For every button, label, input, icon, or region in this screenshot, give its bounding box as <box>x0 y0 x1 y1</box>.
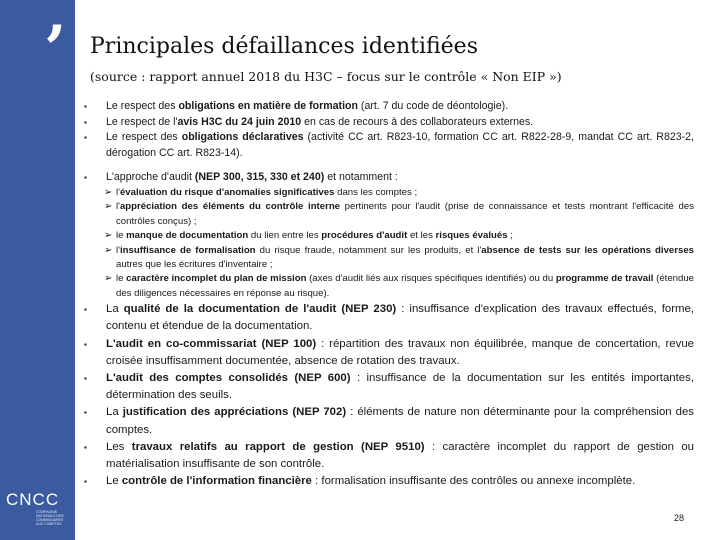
page-subtitle: (source : rapport annuel 2018 du H3C – focus sur le contrôle « Non EIP ») <box>90 69 562 84</box>
logo-text: CNCC <box>6 490 60 509</box>
bullet-icon: ▪ <box>84 133 87 143</box>
list-item: ▪ La qualité de la documentation de l'audit (NEP 230) : insuffisance d'explication des travaux effectués, forme, contenu et étendue de la documentation. <box>84 303 695 333</box>
list-item: ▪ Le respect de l'avis H3C du 24 juin 2010 en cas de recours à des collaborateurs externes. <box>84 115 694 131</box>
list-item: ▪ Le contrôle de l'information financière : formalisation insuffisante des contrôles ou annexe incomplète. <box>84 473 694 490</box>
cncc-logo <box>6 490 70 530</box>
bullet-icon: ▪ <box>84 408 87 418</box>
arrow-bullet-icon: ➢ <box>104 186 113 198</box>
list-item: ▪ Le respect des obligations déclaratives (activité CC art. R823-10, formation CC art. R822-28-9, mandat CC art. R823-2, dérogation CC art. R823-14). <box>84 131 694 159</box>
list-item: ▪ L'audit en co-commissariat (NEP 100) : répartition des travaux non équilibrée, manque de concertation, revue croisée insuffisamment documentée, absence de rotation des travaux. <box>84 337 694 367</box>
sidebar-band <box>0 0 75 540</box>
bullet-icon: ▪ <box>84 102 87 111</box>
arrow-bullet-icon: ➢ <box>104 244 113 256</box>
quote-mark-icon: ’ <box>44 12 67 87</box>
sub-list-item: ➢ l'évaluation du risque d'anomalies significatives dans les comptes ; <box>84 186 694 200</box>
page-title: Principales défaillances identifiées <box>90 34 478 59</box>
logo-subtext: COMPAGNIE NATIONALE DES COMMISSAIRES AUX COMPTES <box>36 510 64 526</box>
bullet-icon: ▪ <box>84 117 87 127</box>
sub-list-item: ➢ l'appréciation des éléments du contrôle interne pertinents pour l'audit (prise de connaissance et tests montrant l'efficacité des contrôles conçus) ; <box>104 201 694 227</box>
bullet-icon: ▪ <box>84 442 87 452</box>
sub-list-item: ➢ l'insuffisance de formalisation du risque fraude, notamment sur les produits, et l'absence de tests sur les opérations diverses autres que les écritures d'inventaire ; <box>104 244 694 270</box>
list-item: ▪ L'audit des comptes consolidés (NEP 600) : insuffisance de la documentation sur les entités importantes, détermination des seuils. <box>84 372 694 402</box>
page-number: 28 <box>674 513 685 523</box>
bullet-icon: ▪ <box>84 305 87 315</box>
bullet-icon: ▪ <box>84 374 87 384</box>
arrow-bullet-icon: ➢ <box>104 201 113 213</box>
content-body <box>84 99 694 490</box>
sub-list-item: ➢ le caractère incomplet du plan de mission (axes d'audit liés aux risques spécifiques identifiés) ou du programme de travail (étendue des diligences nécessaires en réponse au risque). <box>104 273 695 299</box>
bullet-icon: ▪ <box>84 173 87 183</box>
arrow-bullet-icon: ➢ <box>104 273 113 285</box>
sub-list-item: ➢ le manque de documentation du lien entre les procédures d'audit et les risques évalués ; <box>84 229 694 243</box>
arrow-bullet-icon: ➢ <box>104 230 113 242</box>
list-item: ▪ Les travaux relatifs au rapport de gestion (NEP 9510) : caractère incomplet du rapport de gestion ou matérialisation insuffisante de son contrôle. <box>84 440 695 471</box>
bullet-icon: ▪ <box>84 477 87 487</box>
list-item-approach: ▪ L'approche d'audit (NEP 300, 315, 330 et 240) et notamment : <box>84 170 694 186</box>
bullet-icon: ▪ <box>84 339 87 349</box>
list-item: ▪ Le respect des obligations en matière de formation (art. 7 du code de déontologie). <box>84 99 694 115</box>
list-item: ▪ La justification des appréciations (NEP 702) : éléments de nature non déterminante pour la compréhension des comptes. <box>84 406 694 436</box>
